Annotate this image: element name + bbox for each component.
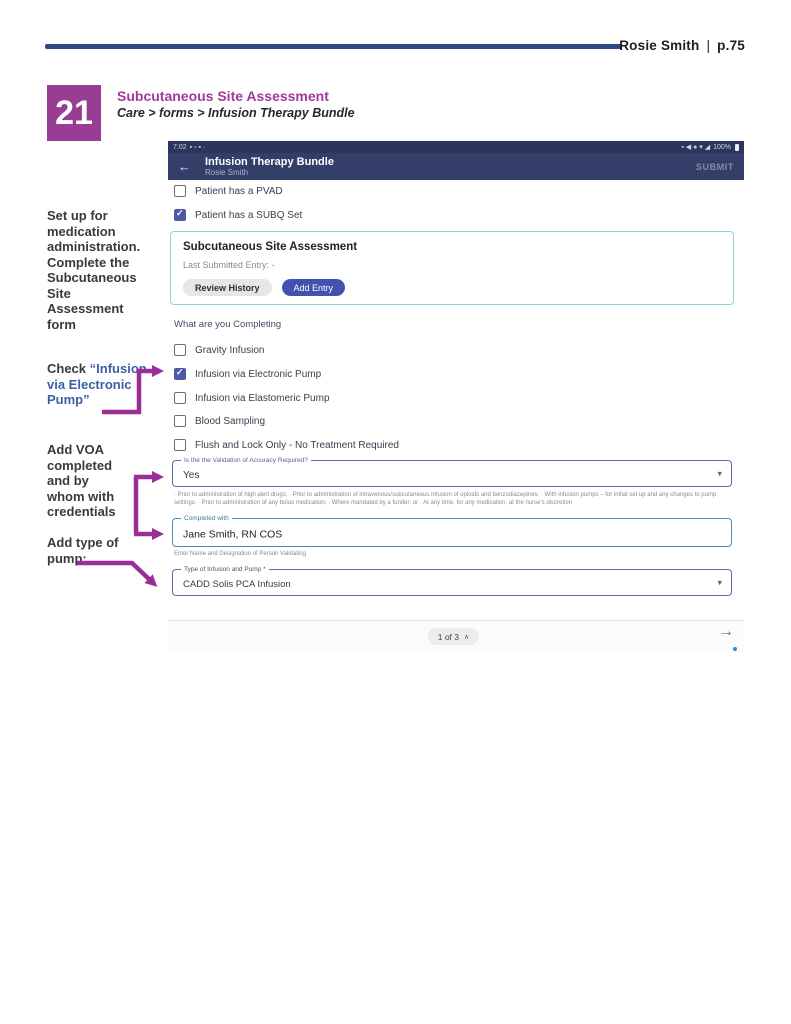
completed-with-helper-text: Enter Name and Designation of Person Validating [174,551,306,557]
clock: 7:02 [173,143,187,151]
status-bar [168,141,744,153]
pump-type-dropdown[interactable] [172,566,732,596]
battery-percent: 100% [713,143,731,151]
status-icons-left: ▪ ▫ ▪ · [189,143,206,151]
header-page-number: p.75 [717,38,745,53]
checkbox[interactable] [174,368,186,380]
annotation-check-prefix: Check [47,361,87,376]
checkbox-label: Patient has a SUBQ Set [195,209,303,221]
field-value: Jane Smith, RN COS [183,528,283,541]
field-label: Completed with [181,515,232,522]
next-page-arrow[interactable]: → [718,623,734,640]
battery-icon [735,144,739,151]
step-title: Subcutaneous Site Assessment [117,88,329,104]
checkbox-label: Infusion via Electronic Pump [195,368,322,380]
voa-dropdown[interactable] [172,457,732,487]
checkbox-label: Patient has a PVAD [195,185,283,197]
step-number: 21 [55,93,93,132]
annotation-check [47,361,147,408]
header-name: Rosie Smith [619,38,700,53]
header-separator: | [706,38,711,53]
checkbox[interactable] [174,185,186,197]
header-rule [45,44,622,49]
checkbox-row-pvad[interactable] [174,183,283,199]
breadcrumb: Care > forms > Infusion Therapy Bundle [117,106,355,120]
page-header [619,38,745,53]
footer-bar [168,621,744,653]
checkbox-label: Gravity Infusion [195,344,265,356]
submit-button[interactable]: SUBMIT [695,161,734,172]
last-submitted-entry: Last Submitted Entry: - [183,260,275,270]
step-number-badge [47,85,101,141]
checkbox-label: Blood Sampling [195,415,266,427]
checkbox[interactable] [174,344,186,356]
annotation-check-target: “Infusion via Electronic Pump” [47,361,147,407]
annotation-pump: Add type of pump: [47,535,119,566]
annotation-voa: Add VOA completed and by whom with credentials [47,442,116,519]
checkbox[interactable] [174,209,186,221]
app-screenshot [168,141,744,653]
collapse-icon: ∧ [464,633,470,641]
checkbox-label: Flush and Lock Only - No Treatment Required [195,439,399,451]
status-icons-right: ▪ ◀ ● ▾ ◢ [681,144,711,151]
annotation-setup: Set up for medication administration. Complete the Subcutaneous Site Assessment form [47,208,141,332]
checkbox-row-electronic-pump[interactable] [174,366,321,382]
card-title: Subcutaneous Site Assessment [183,241,358,253]
pager-dot [733,647,737,651]
checkbox[interactable] [174,415,186,427]
checkbox-row-subq[interactable] [174,207,302,223]
pager-label: 1 of 3 [437,631,460,642]
completing-section-label: What are you Completing [174,319,282,330]
checkbox-label: Infusion via Elastomeric Pump [195,392,330,404]
field-value: Yes [183,469,200,481]
dropdown-caret-icon[interactable]: ▾ [717,577,722,587]
checkbox-row-blood-sampling[interactable] [174,413,265,429]
field-value: CADD Solis PCA Infusion [183,578,291,590]
app-title: Infusion Therapy Bundle [205,156,334,168]
voa-helper-text: · Prior to administration of high alert drugs; · Prior to administration of intravenous/subcutaneous infusion of opioids and benzodiazepines; · With infusion pumps – for initial set up and any changes to pump settings; · Prior to administration of any bolus medication; · Where mandated by a funder; or · At any time, for any medication, at the nurse's discretion [174,492,717,506]
checkbox-row-elastomeric-pump[interactable] [174,390,330,406]
app-subtitle: Rosie Smith [205,168,249,177]
review-history-button[interactable]: Review History [183,279,272,296]
field-label: Type of Infusion and Pump * [181,566,269,573]
app-bar [168,153,744,180]
completed-with-input[interactable] [172,515,732,547]
pager-button[interactable] [428,628,479,645]
assessment-card [170,231,734,305]
checkbox[interactable] [174,392,186,404]
checkbox-row-flush-lock[interactable] [174,437,399,453]
checkbox[interactable] [174,439,186,451]
add-entry-button[interactable]: Add Entry [282,279,346,296]
field-label: Is the the Validation of Accuracy Required? [181,457,311,464]
back-icon[interactable]: ← [178,159,191,174]
checkbox-row-gravity[interactable] [174,342,264,358]
dropdown-caret-icon[interactable]: ▾ [717,468,722,478]
